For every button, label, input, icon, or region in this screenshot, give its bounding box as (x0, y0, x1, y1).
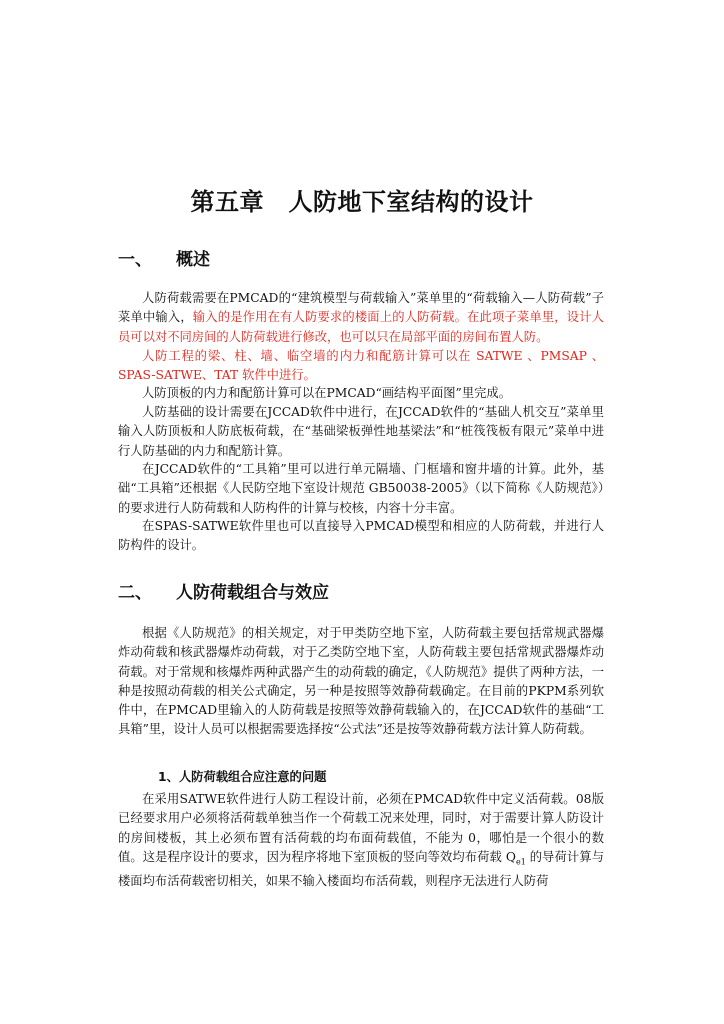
section-1-paragraph-1 (118, 289, 604, 347)
section-2-number: 二、 (118, 583, 152, 603)
section-1-title: 概述 (176, 250, 210, 270)
subsection-1-heading: 1、人防荷载组合应注意的问题 (158, 770, 327, 784)
subscript: e1 (515, 857, 526, 867)
section-1-number: 一、 (118, 250, 152, 270)
paragraph-text-highlighted: 输入的是作用在有人防要求的楼面上的人防荷载。在此项子菜单里，设计人员可以对不同房间的人防荷载进行修改，也可以只在局部平面的房间布置人防。 (118, 310, 604, 344)
section-2-title: 人防荷载组合与效应 (176, 583, 329, 603)
paragraph-text: 人防荷载需要在PMCAD的“建筑模型与荷载输入”菜单里的“荷载输入—人防荷载”子菜单中输入， (118, 291, 604, 325)
section-1-paragraph-2: 人防工程的梁、柱、墙、临空墙的内力和配筋计算可以在 SATWE 、PMSAP 、SPAS-SATWE、TAT 软件中进行。 (118, 349, 604, 383)
section-1-paragraph-5: 在JCCAD软件的“工具箱”里可以进行单元隔墙、门框墙和窗井墙的计算。此外，基础“工具箱”还根据《人民防空地下室设计规范 GB50038-2005》（以下简称《人防规范》）的要求进行人防荷载和人防构件的计算与校核，内容十分丰富。 (118, 462, 604, 515)
paragraph-text: 的导荷计算与楼面均布活荷载密切相关，如果不输入楼面均布活荷载，则程序无法进行人防荷 (118, 849, 604, 888)
section-1-paragraph-6: 在SPAS-SATWE软件里也可以直接导入PMCAD模型和相应的人防荷载，并进行人防构件的设计。 (118, 519, 604, 553)
subsection-1-paragraph (118, 790, 604, 891)
paragraph-text: 在采用SATWE软件进行人防工程设计前，必须在PMCAD软件中定义活荷载。08版已经要求用户必须将活荷载单独当作一个荷载工况来处理，同时，对于需要计算人防设计的房间楼板，其上必须布置有活荷载的均布面荷载值，不能为 0，哪怕是一个很小的数值。这是程序设计的要求，因为程序将地下室顶板的竖向等效均布荷载 Q (118, 792, 604, 864)
section-2-paragraph-1: 根据《人防规范》的相关规定，对于甲类防空地下室，人防荷载主要包括常规武器爆炸动荷载和核武器爆炸动荷载，对于乙类防空地下室，人防荷载主要包括常规武器爆炸动荷载。对于常规和核爆炸两种武器产生的动荷载的确定，《人防规范》提供了两种方法，一种是按照动荷载的相关公式确定，另一种是按照等效静荷载确定。在目前的PKPM系列软件中，在PMCAD里输入的人防荷载是按照等效静荷载输入的，在JCCAD软件的基础“工具箱”里，设计人员可以根据需要选择按“公式法”还是按等效静荷载方法计算人防荷载。 (118, 626, 604, 737)
section-1-paragraph-4: 人防基础的设计需要在JCCAD软件中进行，在JCCAD软件的“基础人机交互”菜单里输入人防顶板和人防底板荷载，在“基础梁板弹性地基梁法”和“桩筏筏板有限元”菜单中进行人防基础的内力和配筋计算。 (118, 405, 604, 458)
section-1-heading (118, 245, 210, 270)
section-1-paragraph-3: 人防顶板的内力和配筋计算可以在PMCAD“画结构平面图”里完成。 (142, 386, 512, 400)
section-2-heading (118, 578, 329, 603)
chapter-title: 第五章 人防地下室结构的设计 (190, 188, 534, 216)
